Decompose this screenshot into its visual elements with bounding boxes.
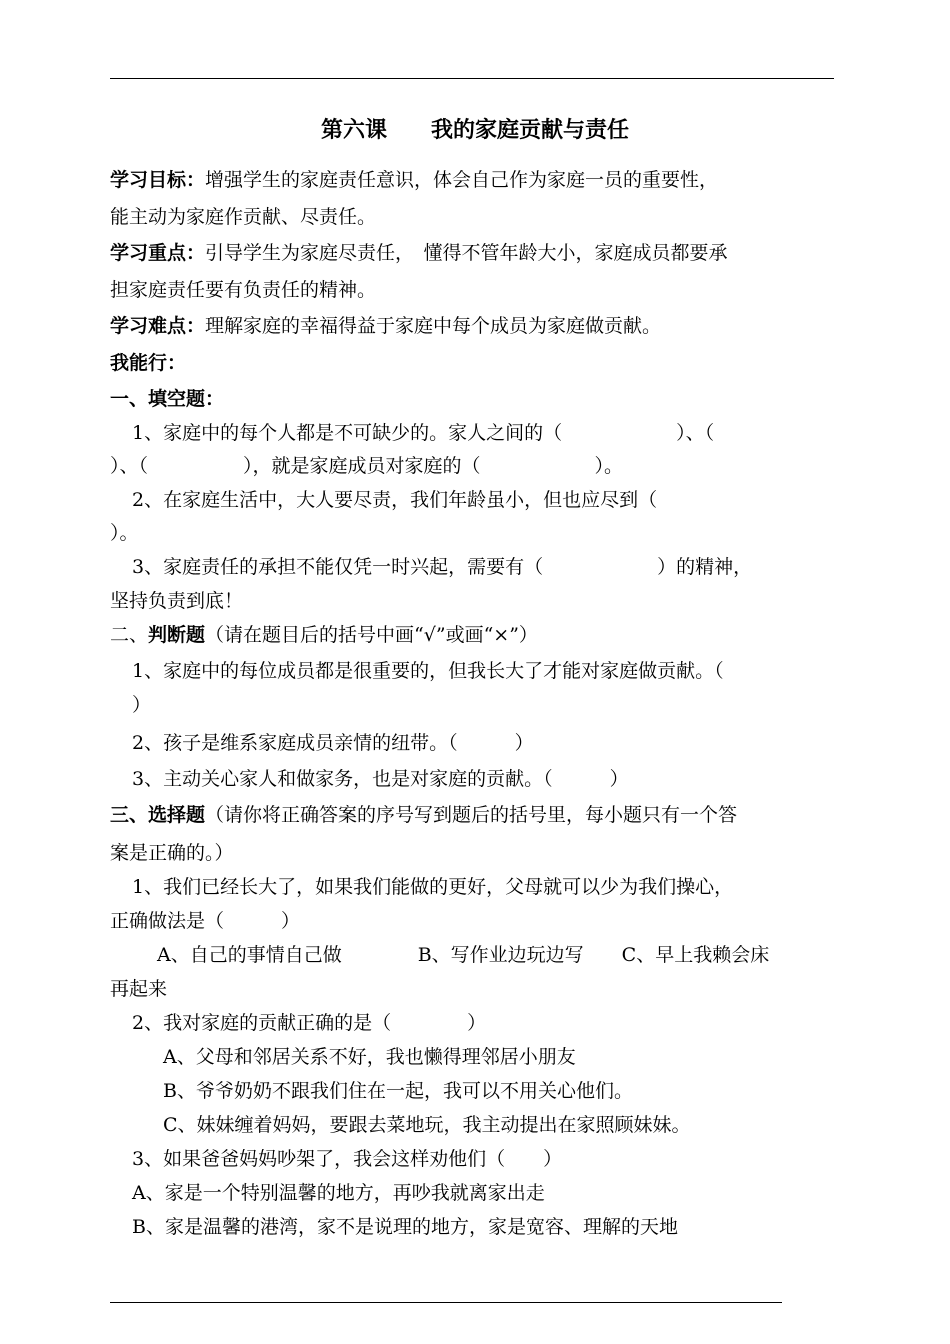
choice-q3-option-b: B、家是温馨的港湾，家不是说理的地方，家是宽容、理解的天地	[132, 1216, 678, 1238]
fill-q3: 3、家庭责任的承担不能仅凭一时兴起，需要有（ ）的精神，	[132, 556, 753, 578]
choice-q2: 2、我对家庭的贡献正确的是（ ）	[132, 1012, 487, 1034]
page-title: 第六课 我的家庭贡献与责任	[320, 118, 629, 143]
tf-q3: 3、主动关心家人和做家务，也是对家庭的贡献。（ ）	[132, 768, 629, 790]
difficulty-line	[110, 311, 840, 341]
choice-heading-cont: 案是正确的。）	[110, 842, 234, 864]
choice-q3: 3、如果爸爸妈妈吵架了，我会这样劝他们（ ）	[132, 1148, 563, 1170]
fill-q2: 2、在家庭生活中，大人要尽责，我们年龄虽小，但也应尽到（	[132, 489, 658, 511]
goal-label: 学习目标：	[110, 169, 206, 191]
choice-q2-option-b: B、爷爷奶奶不跟我们住在一起，我可以不用关心他们。	[163, 1080, 633, 1102]
choice-q2-option-a: A、父母和邻居关系不好，我也懒得理邻居小朋友	[163, 1046, 576, 1068]
choice-q3-option-a: A、家是一个特别温馨的地方，再吵我就离家出走	[132, 1182, 545, 1204]
header-rule	[110, 78, 834, 79]
tf-heading-prefix: 二、	[110, 624, 149, 646]
tf-q1-cont: ）	[132, 694, 152, 716]
tf-heading-note: （请在题目后的括号中画“√”或画“×”）	[205, 624, 538, 646]
choice-q1-cont: 正确做法是（ ）	[110, 910, 301, 932]
key-text: 引导学生为家庭尽责任， 懂得不管年龄大小，家庭成员都要承	[205, 242, 728, 264]
fill-q3-cont: 坚持负责到底！	[110, 590, 244, 612]
choice-heading-bold: 三、选择题	[110, 804, 206, 826]
fill-q1-cont: ）、（ ），就是家庭成员对家庭的（ ）。	[110, 455, 624, 477]
key-point-line	[110, 238, 840, 268]
tf-q2: 2、孩子是维系家庭成员亲情的纽带。（ ）	[132, 732, 534, 754]
goal-text-cont: 能主动为家庭作贡献、尽责任。	[110, 206, 377, 228]
difficulty-text: 理解家庭的幸福得益于家庭中每个成员为家庭做贡献。	[205, 315, 662, 337]
difficulty-label: 学习难点：	[110, 315, 206, 337]
choice-q2-option-c: C、妹妹缠着妈妈，要跟去菜地玩，我主动提出在家照顾妹妹。	[163, 1114, 691, 1136]
fill-blank-heading: 一、填空题：	[110, 388, 225, 410]
choice-q1-options: A、自己的事情自己做 B、写作业边玩边写 C、早上我赖会床	[157, 944, 770, 966]
fill-q2-cont: ）。	[110, 522, 139, 544]
goal-text: 增强学生的家庭责任意识，体会自己作为家庭一员的重要性，	[205, 169, 719, 191]
true-false-heading	[110, 620, 840, 650]
key-text-cont: 担家庭责任要有负责任的精神。	[110, 279, 377, 301]
tf-q1: 1、家庭中的每位成员都是很重要的，但我长大了才能对家庭做贡献。（	[132, 660, 724, 682]
choice-heading	[110, 800, 840, 830]
key-label: 学习重点：	[110, 242, 206, 264]
tf-heading-bold: 判断题	[148, 624, 206, 646]
choice-q1-options-cont: 再起来	[110, 978, 168, 1000]
objective-line	[110, 165, 840, 195]
choice-heading-note: （请你将正确答案的序号写到题后的括号里，每小题只有一个答	[205, 804, 738, 826]
can-do-heading: 我能行：	[110, 352, 187, 374]
choice-q1: 1、我们已经长大了，如果我们能做的更好，父母就可以少为我们操心，	[132, 876, 734, 898]
footer-rule	[110, 1302, 782, 1303]
fill-q1: 1、家庭中的每个人都是不可缺少的。家人之间的（ ）、（	[132, 422, 715, 444]
